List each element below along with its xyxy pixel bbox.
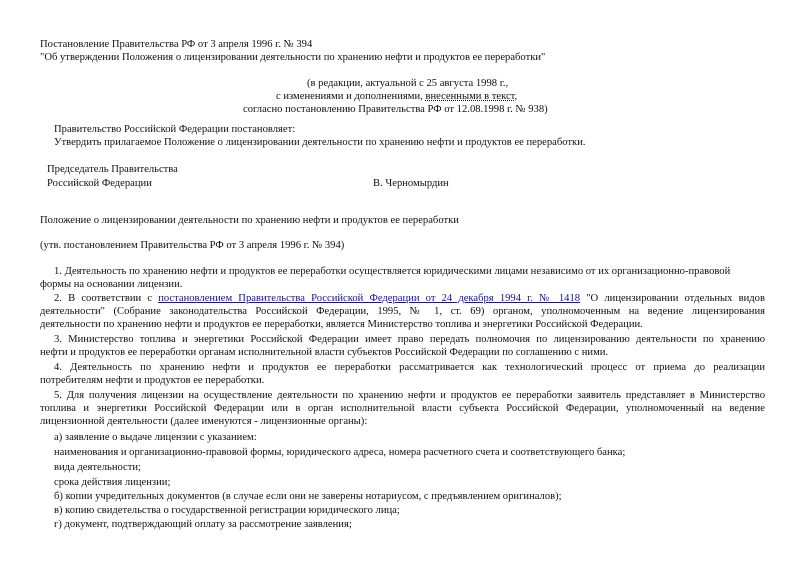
regulation-approved: (утв. постановлением Правительства РФ от 3 апреля 1996 г. № 394) xyxy=(40,240,345,251)
paragraph-5-line2-text: топлива и энергетики Российской Федерации или в орган исполнительной власти субъекта Российской Федерации, уполномоченный на ведение xyxy=(40,403,765,414)
amendments-link[interactable]: внесенными в текст xyxy=(425,91,515,102)
decree-intro: Правительство Российской Федерации постановляет: xyxy=(54,124,296,135)
signature-position-line1: Председатель Правительства xyxy=(47,164,178,175)
redaction-line3: согласно постановлению Правительства РФ от 12.08.1998 г. № 938) xyxy=(243,104,548,115)
redaction-line2-post: , xyxy=(514,91,518,102)
paragraph-3-line1-text: 3. Министерство топлива и энергетики Российской Федерации имеет право передать полномочия по лицензированию деятельности по хранению xyxy=(54,334,765,345)
redaction-line2 xyxy=(276,91,517,103)
signature-position-line2: Российской Федерации xyxy=(47,178,152,189)
paragraph-4-line2: потребителям нефти и продуктов ее переработки. xyxy=(40,375,265,386)
list-item-a2: вида деятельности; xyxy=(54,462,142,473)
decree-1418-link[interactable]: постановлением Правительства Российской Федерации от 24 декабря 1994 г. № 1418 xyxy=(158,293,581,304)
paragraph-2-line2-text: деятельности" (Собрание законодательства Российской Федерации, 1995, № 1, ст. 69) органом, уполномоченным на ведение лицензирования xyxy=(40,306,765,317)
paragraph-5-line3: лицензионной деятельности (далее именуются - лицензионные органы): xyxy=(40,416,368,427)
redaction-line2-text: с изменениями и дополнениями, xyxy=(276,91,426,102)
paragraph-4-line1-text: 4. Деятельность по хранению нефти и продуктов ее переработки рассматривается как технологический процесс от приема до реализации xyxy=(54,362,765,373)
decree-text: Утвердить прилагаемое Положение о лицензировании деятельности по хранению нефти и продуктов ее переработки. xyxy=(54,137,586,148)
list-item-g: г) документ, подтверждающий оплату за рассмотрение заявления; xyxy=(54,519,352,530)
redaction-line1: (в редакции, актуальной с 25 августа 1998 г., xyxy=(307,78,509,89)
paragraph-1-line1: 1. Деятельность по хранению нефти и продуктов ее переработки осуществляется юридическими лицами независимо от их организационно-правовой xyxy=(54,266,731,277)
list-item-b: б) копии учредительных документов (в случае если они не заверены нотариусом, с предъявлением оригиналов); xyxy=(54,491,562,502)
paragraph-2-line3: деятельности по хранению нефти и продуктов ее переработки, является Министерство топлива и энергетики Российской Федерации. xyxy=(40,319,643,330)
paragraph-5-line1-text: 5. Для получения лицензии на осуществление деятельности по хранению нефти и продуктов ее переработки заявитель представляет в Министерство xyxy=(54,390,765,401)
list-item-a1: наименования и организационно-правовой формы, юридического адреса, номера расчетного счета и соответствующего банка; xyxy=(54,447,626,458)
document-title-line2: "Об утверждении Положения о лицензировании деятельности по хранению нефти и продуктов ее переработки" xyxy=(40,52,546,63)
regulation-title: Положение о лицензировании деятельности по хранению нефти и продуктов ее переработки xyxy=(40,215,459,226)
document-title-line1: Постановление Правительства РФ от 3 апреля 1996 г. № 394 xyxy=(40,39,313,50)
paragraph-2-lead: 2. В соответствии с xyxy=(54,293,159,304)
signature-name: В. Черномырдин xyxy=(373,178,449,189)
paragraph-1-line2: формы на основании лицензии. xyxy=(40,279,183,290)
list-item-a3: срока действия лицензии; xyxy=(54,477,171,488)
list-item-a: а) заявление о выдаче лицензии с указанием: xyxy=(54,432,257,443)
paragraph-2-tail: "О лицензировании отдельных видов xyxy=(580,293,765,304)
paragraph-3-line2: нефти и продуктов ее переработки органам исполнительной власти субъектов Российской Федерации по соглашению с ними. xyxy=(40,347,609,358)
list-item-v: в) копию свидетельства о государственной регистрации юридического лица; xyxy=(54,505,400,516)
